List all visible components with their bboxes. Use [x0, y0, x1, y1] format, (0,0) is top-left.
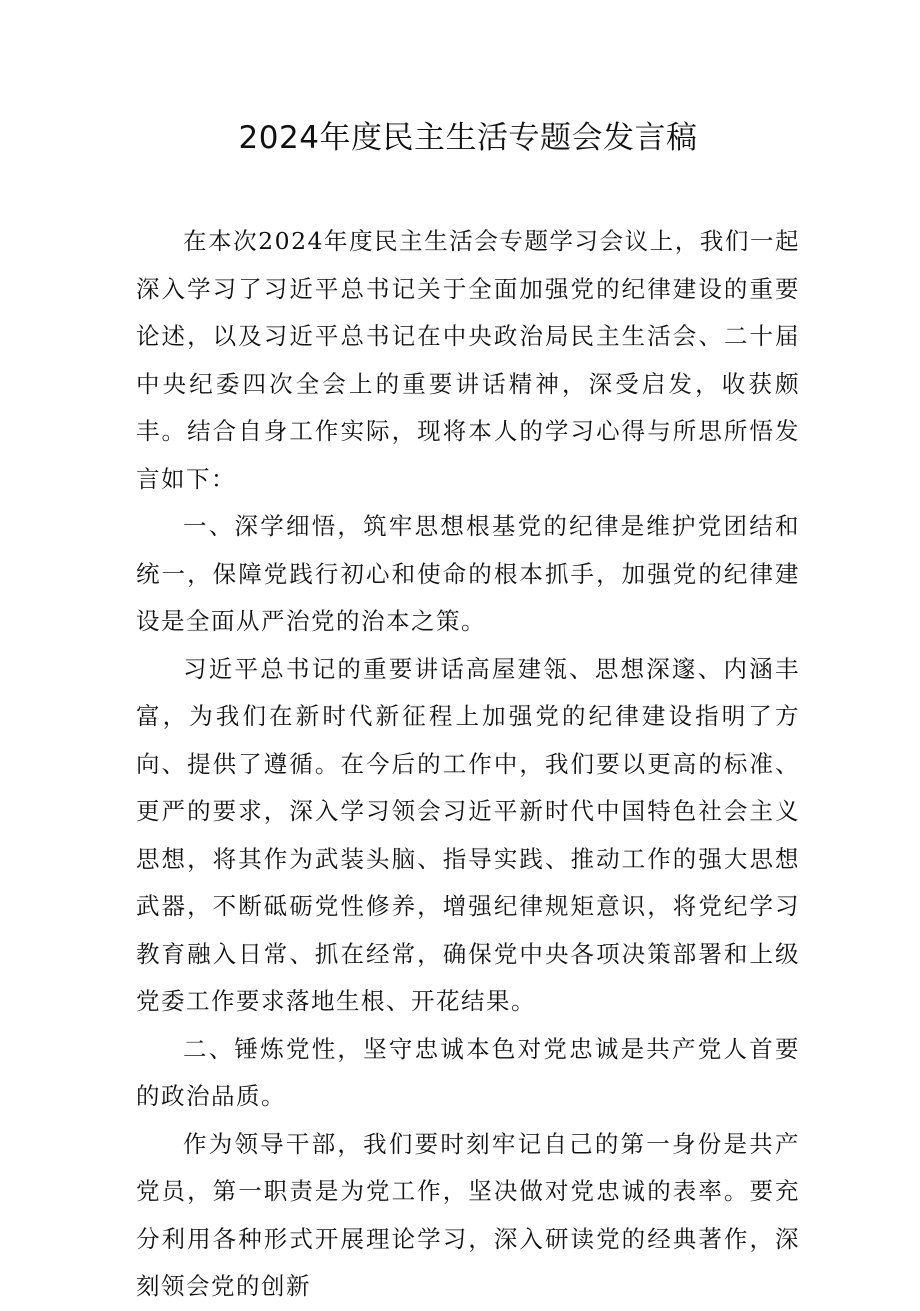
paragraph-section-one-body: 习近平总书记的重要讲话高屋建瓴、思想深邃、内涵丰富，为我们在新时代新征程上加强党的纪律建设指明了方向、提供了遵循。在今后的工作中，我们要以更高的标准、更严的要求，深入学习领会习近平新时代中国特色社会主义思想，将其作为武装头脑、指导实践、推动工作的强大思想武器，不断砥砺党性修养，增强纪律规矩意识，将党纪学习教育融入日常、抓在经常，确保党中央各项决策部署和上级党委工作要求落地生根、开花结果。	[136, 654, 800, 1015]
document-title: 2024年度民主生活专题会发言稿	[238, 120, 698, 156]
paragraph-section-two-heading: 二、锤炼党性，坚守忠诚本色对党忠诚是共产党人首要的政治品质。	[136, 1034, 800, 1110]
paragraph-section-one-heading: 一、深学细悟，筑牢思想根基党的纪律是维护党团结和统一，保障党践行初心和使命的根本抓手，加强党的纪律建设是全面从严治党的治本之策。	[136, 512, 800, 635]
paragraph-intro: 在本次2024年度民主生活会专题学习会议上，我们一起深入学习了习近平总书记关于全面加强党的纪律建设的重要论述，以及习近平总书记在中央政治局民主生活会、二十届中央纪委四次全会上的重要讲话精神，深受启发，收获颇丰。结合自身工作实际，现将本人的学习心得与所思所悟发言如下：	[136, 227, 800, 493]
document-body	[136, 218, 800, 1311]
paragraph-section-two-body: 作为领导干部，我们要时刻牢记自己的第一身份是共产党员，第一职责是为党工作，坚决做对党忠诚的表率。要充分利用各种形式开展理论学习，深入研读党的经典著作，深刻领会党的创新	[136, 1129, 800, 1300]
